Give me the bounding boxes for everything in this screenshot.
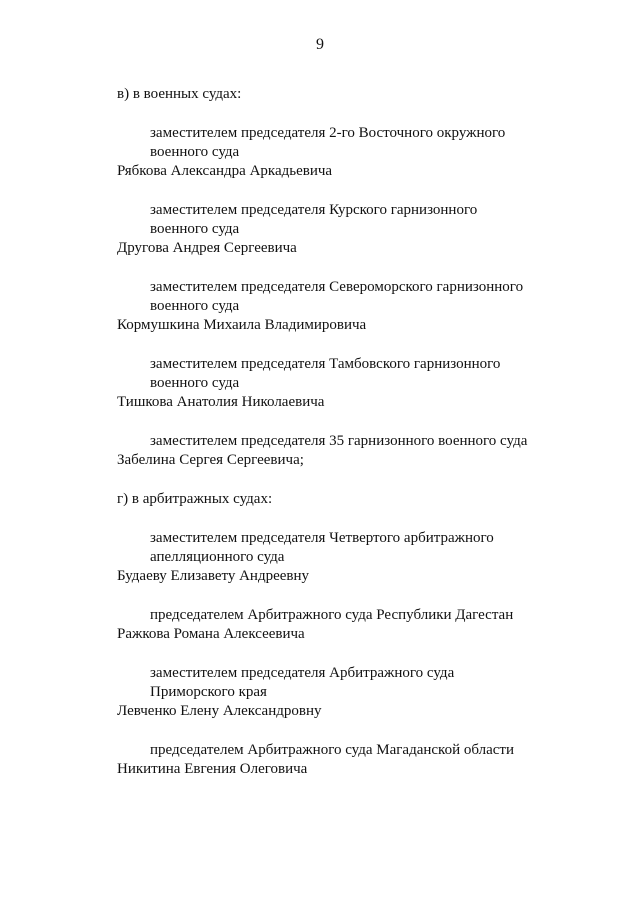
- section-heading-arbitration: г) в арбитражных судах:: [117, 491, 273, 507]
- entry-position-line: апелляционного суда: [150, 549, 285, 565]
- entry-position-line: заместителем председателя 35 гарнизонного военного суда: [150, 433, 528, 449]
- entry-name: Будаеву Елизавету Андреевну: [117, 568, 309, 584]
- entry-name: Никитина Евгения Олеговича: [117, 761, 308, 777]
- entry-position-line: председателем Арбитражного суда Республики Дагестан: [150, 607, 514, 623]
- entry-name: Забелина Сергея Сергеевича;: [117, 452, 304, 468]
- entry-name: Ражкова Романа Алексеевича: [117, 626, 305, 642]
- entry-name: Другова Андрея Сергеевича: [117, 240, 297, 256]
- page-number: 9: [316, 36, 324, 53]
- entry-position-line: военного суда: [150, 375, 240, 391]
- entry-name: Рябкова Александра Аркадьевича: [117, 163, 333, 179]
- entry-position-line: военного суда: [150, 144, 240, 160]
- entry-position-line: заместителем председателя Североморского гарнизонного: [150, 279, 524, 295]
- section-heading-military: в) в военных судах:: [117, 86, 242, 102]
- entry-name: Левченко Елену Александровну: [117, 703, 322, 719]
- entry-position-line: председателем Арбитражного суда Магаданской области: [150, 742, 515, 758]
- entry-position-line: заместителем председателя Тамбовского гарнизонного: [150, 356, 501, 372]
- entry-position-line: военного суда: [150, 221, 240, 237]
- entry-position-line: Приморского края: [150, 684, 267, 700]
- entry-position-line: военного суда: [150, 298, 240, 314]
- entry-position-line: заместителем председателя Арбитражного суда: [150, 665, 455, 681]
- entry-position-line: заместителем председателя Курского гарнизонного: [150, 202, 478, 218]
- entry-name: Кормушкина Михаила Владимировича: [117, 317, 367, 333]
- entry-name: Тишкова Анатолия Николаевича: [117, 394, 325, 410]
- entry-position-line: заместителем председателя Четвертого арбитражного: [150, 530, 494, 546]
- entry-position-line: заместителем председателя 2-го Восточного окружного: [150, 125, 506, 141]
